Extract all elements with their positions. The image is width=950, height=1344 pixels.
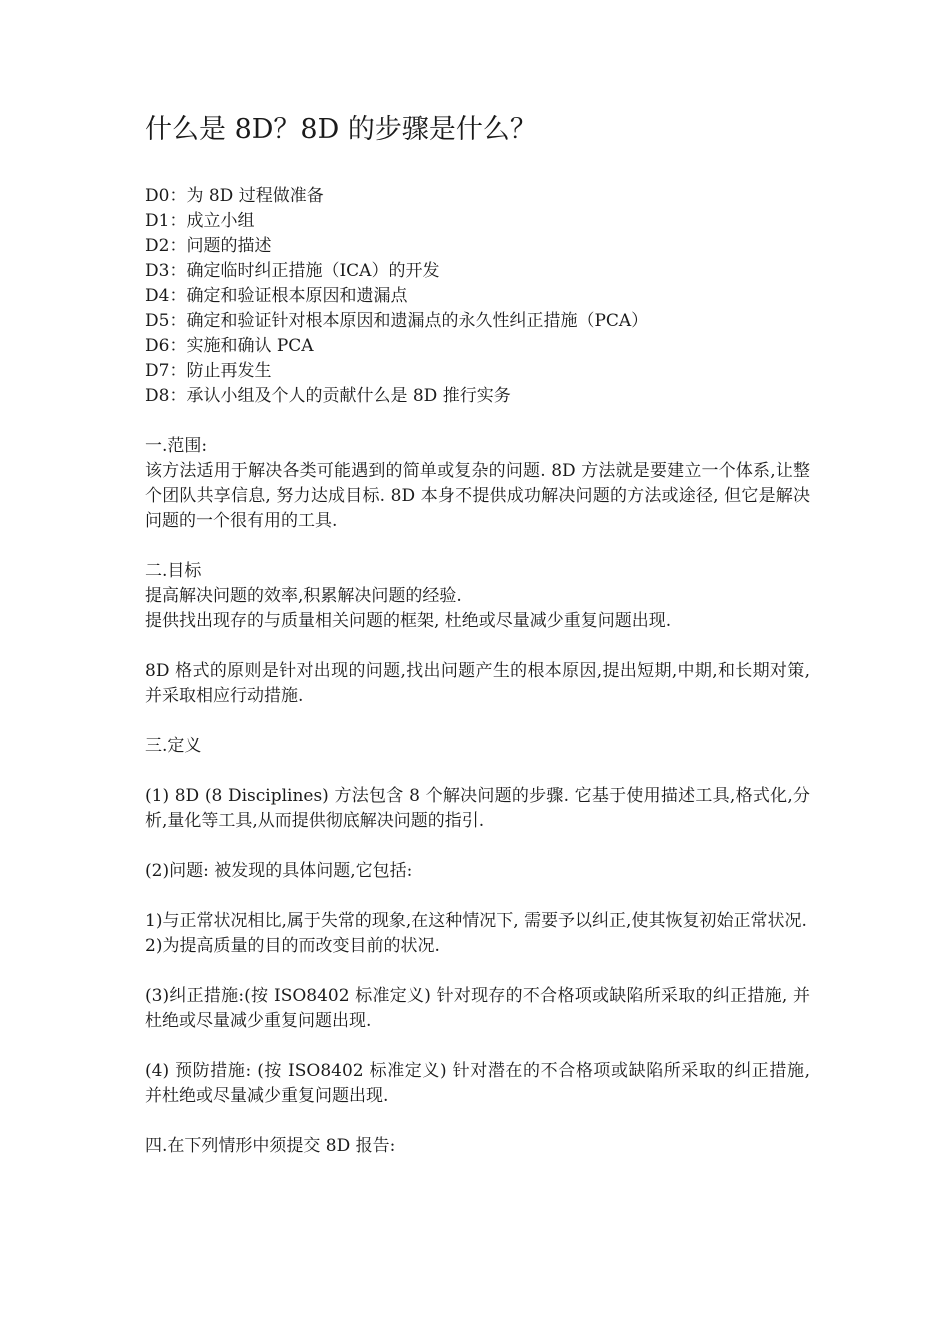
spacer [145, 1034, 810, 1059]
spacer [145, 1109, 810, 1134]
definition-sub-2: 2)为提高质量的目的而改变目前的状况. [145, 936, 440, 956]
report-heading: 四.在下列情形中须提交 8D 报告: [145, 1136, 396, 1156]
step-d6: D6：实施和确认 PCA [145, 336, 314, 356]
steps-list [145, 184, 810, 409]
page-title: 什么是 8D？8D 的步骤是什么？ [145, 114, 537, 145]
definition-item-1: (1) 8D (8 Disciplines) 方法包含 8 个解决问题的步骤. 它基于使用描述工具,格式化,分析,量化等工具,从而提供彻底解决问题的指引. [145, 786, 810, 831]
step-d7: D7：防止再发生 [145, 361, 272, 381]
definition-item-2: (2)问题: 被发现的具体问题,它包括: [145, 861, 413, 881]
step-d3: D3：确定临时纠正措施（ICA）的开发 [145, 261, 440, 281]
definition-sub-1: 1)与正常状况相比,属于失常的现象,在这种情况下, 需要予以纠正,使其恢复初始正常状况. [145, 911, 807, 931]
goal-heading: 二.目标 [145, 561, 202, 581]
definition-item-4: (4) 预防措施: (按 ISO8402 标准定义) 针对潜在的不合格项或缺陷所采取的纠正措施, 并杜绝或尽量减少重复问题出现. [145, 1061, 810, 1106]
spacer [145, 759, 810, 784]
goal-line-2: 提供找出现存的与质量相关问题的框架, 杜绝或尽量减少重复问题出现. [145, 611, 672, 631]
goal-line-1: 提高解决问题的效率,积累解决问题的经验. [145, 586, 462, 606]
spacer [145, 834, 810, 859]
spacer [145, 959, 810, 984]
definition-item-3: (3)纠正措施:(按 ISO8402 标准定义) 针对现存的不合格项或缺陷所采取的纠正措施, 并杜绝或尽量减少重复问题出现. [145, 986, 810, 1031]
scope-heading: 一.范围: [145, 436, 208, 456]
spacer [145, 534, 810, 559]
step-d2: D2：问题的描述 [145, 236, 272, 256]
document-body [145, 184, 810, 1159]
spacer [145, 884, 810, 909]
step-d5: D5：确定和验证针对根本原因和遗漏点的永久性纠正措施（PCA） [145, 311, 649, 331]
goal-principle: 8D 格式的原则是针对出现的问题,找出问题产生的根本原因,提出短期,中期,和长期对策,并采取相应行动措施. [145, 661, 810, 706]
definition-heading: 三.定义 [145, 736, 202, 756]
spacer [145, 709, 810, 734]
spacer [145, 634, 810, 659]
step-d8: D8：承认小组及个人的贡献什么是 8D 推行实务 [145, 386, 511, 406]
step-d1: D1：成立小组 [145, 211, 255, 231]
scope-text: 该方法适用于解决各类可能遇到的简单或复杂的问题. 8D 方法就是要建立一个体系,让整个团队共享信息, 努力达成目标. 8D 本身不提供成功解决问题的方法或途径, 但它是解决问题的一个很有用的工具. [145, 461, 810, 531]
spacer [145, 409, 810, 434]
step-d0: D0：为 8D 过程做准备 [145, 186, 324, 206]
step-d4: D4：确定和验证根本原因和遗漏点 [145, 286, 408, 306]
